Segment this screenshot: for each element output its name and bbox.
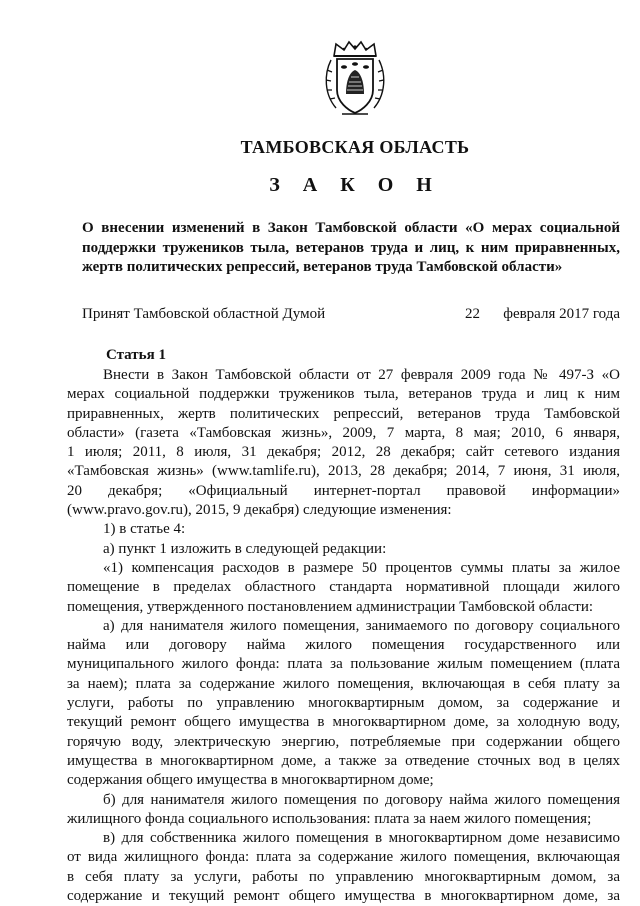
body-line: (www.pravo.gov.ru), 2015, 9 декабря) следующие изменения: xyxy=(67,502,452,519)
law-title xyxy=(82,219,620,278)
tambov-coat-of-arms-icon xyxy=(322,40,388,118)
adoption-day: 22 xyxy=(465,306,480,322)
body-line: имущества в многоквартирном доме, а также за отведение сточных вод в целях xyxy=(67,752,620,769)
body-line: области» (газета «Тамбовская жизнь», 2009, 7 марта, 8 мая; 2010, 6 января, xyxy=(67,424,620,441)
adopted-by: Принят Тамбовской областной Думой xyxy=(82,306,326,322)
body-line: от вида жилищного фонда: плата за содержание жилого помещения, включающая xyxy=(67,849,620,866)
body-line: а) для нанимателя жилого помещения, занимаемого по договору социального xyxy=(103,617,620,634)
body-line: мерах социальной поддержки тружеников тыла, ветеранов труда и лиц к ним xyxy=(67,386,620,403)
body-line: содержание и текущий ремонт общего имущества в многоквартирном доме, за xyxy=(67,888,620,905)
body-line: приравненных, жертв политических репрессий, ветеранов труда Тамбовской xyxy=(67,405,620,422)
document-type: З А К О Н xyxy=(269,174,441,196)
body-line: помещения, утвержденного постановлением администрации Тамбовской области: xyxy=(67,598,594,615)
law-title-line: О внесении изменений в Закон Тамбовской области «О мерах социальной xyxy=(82,220,620,236)
body-line: содержания общего имущества в многоквартирном доме; xyxy=(67,772,434,789)
law-title-line: жертв политических репрессий, ветеранов труда Тамбовской области» xyxy=(82,259,563,275)
adoption-month-year: февраля 2017 года xyxy=(503,306,620,322)
body-line: 1 июля; 2011, 8 июля, 31 декабря; 2012, 28 декабря; сайт сетевого издания xyxy=(67,444,620,461)
body-line: услуги, работы по управлению многоквартирным домом, за содержание и xyxy=(67,695,620,712)
body-line: горячую воду, электрическую энергию, потребляемые при содержании общего xyxy=(67,733,620,750)
body-line: 20 декабря; «Официальный интернет-портал правовой информации» xyxy=(67,482,620,499)
body-line: 1) в статье 4: xyxy=(103,521,186,538)
body-line: в) для собственника жилого помещения в многоквартирном доме независимо xyxy=(103,830,620,847)
region-name: ТАМБОВСКАЯ ОБЛАСТЬ xyxy=(240,137,470,157)
body-line: Внести в Закон Тамбовской области от 27 февраля 2009 года № 497-З «О xyxy=(103,367,620,383)
body-line: текущий ремонт общего имущества в многоквартирном доме, за холодную воду, xyxy=(67,714,620,731)
law-title-line: поддержки тружеников тыла, ветеранов труда и лиц, к ним приравненных, xyxy=(82,239,620,256)
body-line: за наем); плата за содержание жилого помещения, включающая в себя плату за xyxy=(67,675,620,692)
article-heading: Статья 1 xyxy=(106,347,166,363)
body-line: муниципального жилого фонда: плата за пользование жилым помещением (плата xyxy=(67,656,620,673)
body-line: в себя плату за услуги, работы по управлению многоквартирным домом, за xyxy=(67,868,620,885)
body-line: а) пункт 1 изложить в следующей редакции: xyxy=(103,540,387,557)
body-line: б) для нанимателя жилого помещения по договору найма жилого помещения xyxy=(103,791,620,808)
body-line: помещение в пределах областного стандарта нормативной площади жилого xyxy=(67,579,620,596)
body-line: «Тамбовская жизнь» (www.tamlife.ru), 2013, 28 декабря; 2014, 7 июня, 31 июля, xyxy=(67,463,620,480)
body-line: найма или договору найма жилого помещения государственного или xyxy=(67,637,620,654)
article-body xyxy=(67,366,620,906)
body-line: жилищного фонда социального использования: плата за наем жилого помещения; xyxy=(67,810,592,827)
body-line: «1) компенсация расходов в размере 50 процентов суммы платы за жилое xyxy=(103,559,620,576)
